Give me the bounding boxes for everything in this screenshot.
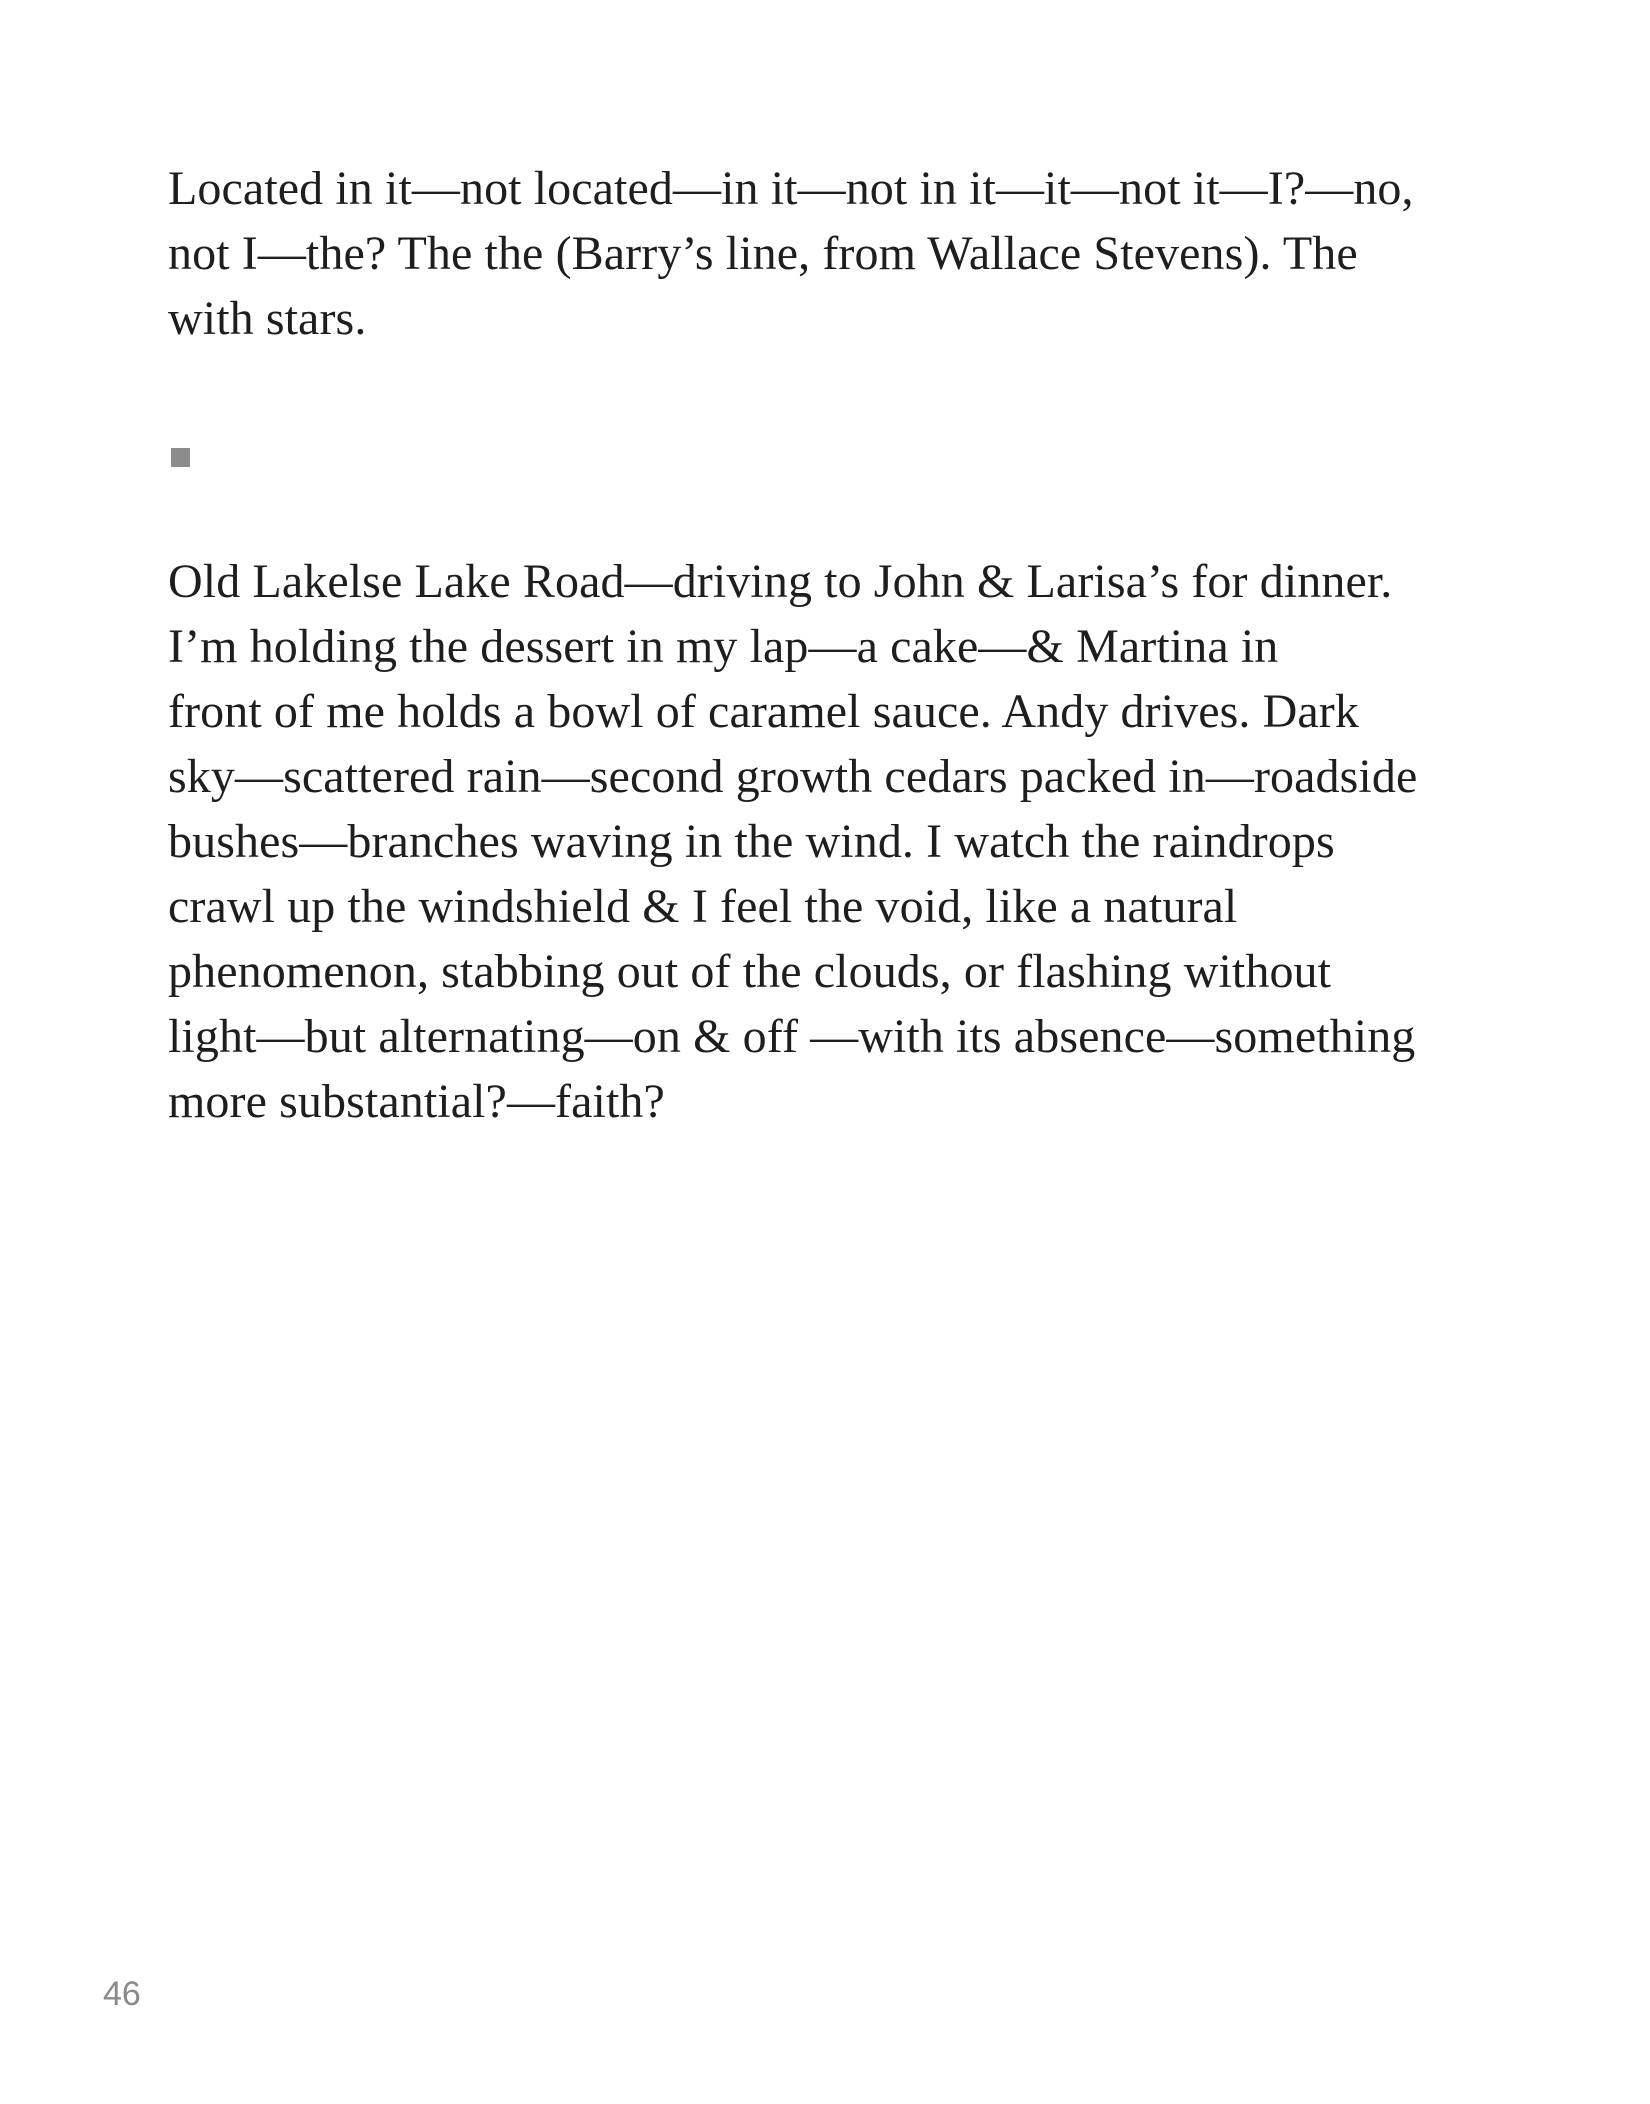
paragraph-2-line: front of me holds a bowl of caramel sauce. Andy drives. Dark: [168, 685, 1359, 738]
paragraph-2-line: phenomenon, stabbing out of the clouds, or flashing without: [168, 945, 1332, 998]
paragraph-1-line: with stars.: [168, 292, 367, 345]
paragraph-2-line: light—but alternating—on & off —with its absence—something: [168, 1010, 1416, 1063]
page-number: 46: [103, 1975, 141, 2013]
section-break-square-icon: [171, 448, 190, 467]
paragraph-1-line: not I—the? The the (Barry’s line, from Wallace Stevens). The: [168, 227, 1358, 280]
paragraph-2-line: more substantial?—faith?: [168, 1075, 665, 1128]
paragraph-2-line: crawl up the windshield & I feel the void, like a natural: [168, 880, 1238, 933]
paragraph-2-line: I’m holding the dessert in my lap—a cake—& Martina in: [168, 620, 1279, 673]
paragraph-2-line: bushes—branches waving in the wind. I watch the raindrops: [168, 815, 1335, 868]
paragraph-2-line: sky—scattered rain—second growth cedars packed in—roadside: [168, 750, 1418, 803]
paragraph-2-line: Old Lakelse Lake Road—driving to John & Larisa’s for dinner.: [168, 555, 1393, 608]
paragraph-1-line: Located in it—not located—in it—not in it—it—not it—I?—no,: [168, 162, 1414, 215]
